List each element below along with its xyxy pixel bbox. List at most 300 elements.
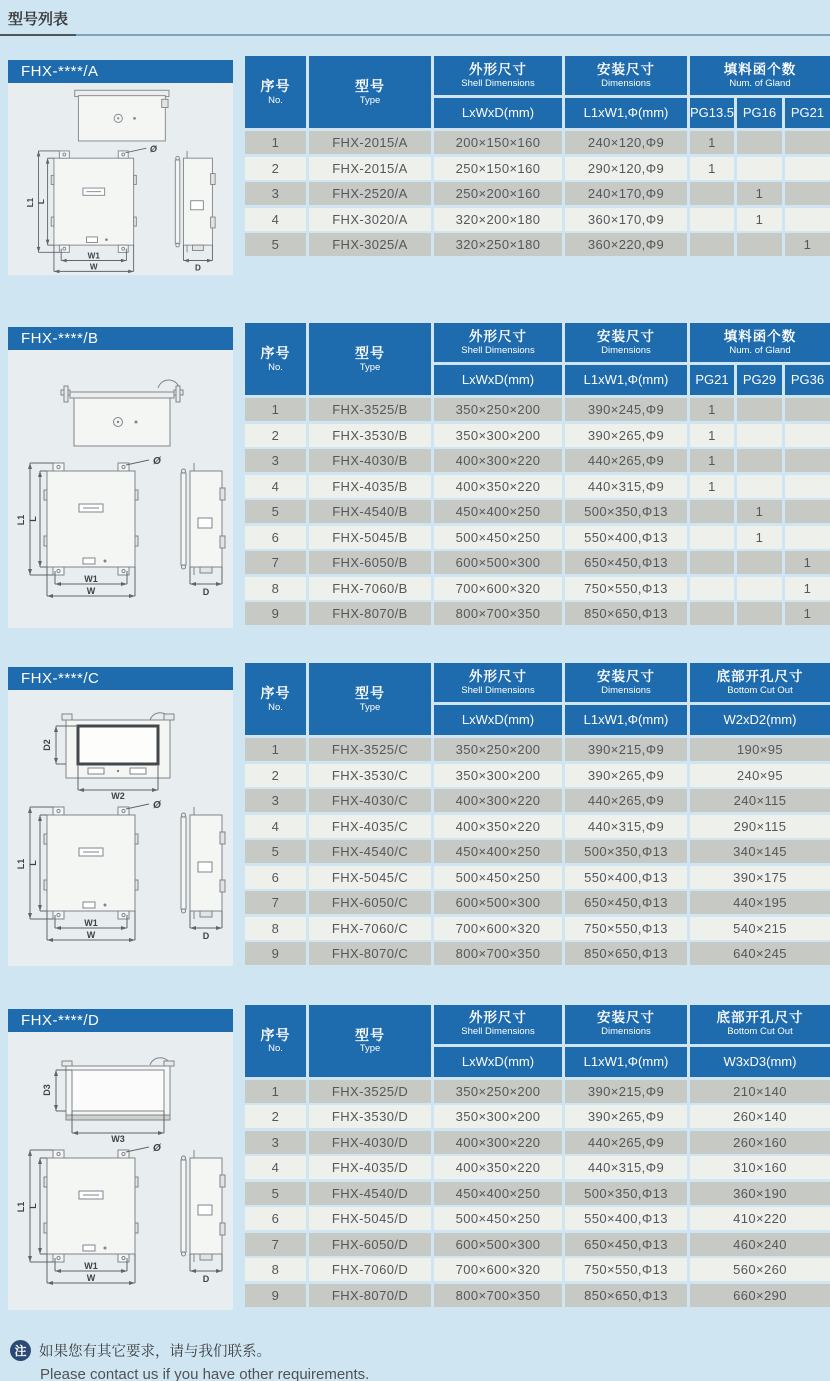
cell-gland-0: 1 [690, 157, 734, 180]
table-row [245, 475, 830, 498]
cell-shell: 400×350×220 [434, 475, 562, 498]
cell-gland-2 [785, 208, 830, 231]
header-col-mount-sub: L1xW1,Φ(mm) [565, 705, 687, 735]
dim-label-l1: L1 [16, 1201, 26, 1212]
cell-shell: 450×400×250 [434, 840, 562, 863]
dim-label-d: D [202, 587, 210, 597]
cell-mount: 750×550,Φ13 [565, 577, 687, 600]
technical-drawing-c [8, 690, 233, 966]
header-label-zh: 填料函个数 [723, 61, 797, 77]
cell-type: FHX-3025/A [309, 233, 431, 256]
header-col-no [245, 1005, 306, 1077]
cell-no: 9 [245, 942, 306, 965]
header-label-en: Dimensions [601, 1026, 651, 1038]
cell-shell: 600×500×300 [434, 1233, 562, 1256]
dim-label-w: W [86, 586, 96, 596]
cell-type: FHX-4030/C [309, 789, 431, 812]
cell-mount: 500×350,Φ13 [565, 500, 687, 523]
header-col-shell [434, 1005, 562, 1044]
cell-gland-1: 1 [737, 182, 782, 205]
drawing-panel [8, 690, 233, 966]
cell-shell: 350×300×200 [434, 424, 562, 447]
table-row [245, 398, 830, 421]
dim-label-l1: L1 [16, 514, 26, 526]
header-label-en: No. [268, 701, 283, 713]
header-col-type [309, 1005, 431, 1077]
cell-type: FHX-3525/C [309, 738, 431, 761]
header-col-mount-sub: L1xW1,Φ(mm) [565, 365, 687, 395]
cell-shell: 250×200×160 [434, 182, 562, 205]
dim-label-l: L [28, 516, 38, 522]
table-row [245, 1233, 830, 1256]
cell-gland-1 [737, 131, 782, 154]
cell-shell: 450×400×250 [434, 500, 562, 523]
cell-shell: 400×300×220 [434, 449, 562, 472]
cell-type: FHX-6050/C [309, 891, 431, 914]
cell-no: 1 [245, 398, 306, 421]
table-row [245, 424, 830, 447]
page-title: 型号列表 [0, 8, 76, 36]
page-header [0, 0, 830, 36]
cell-shell: 400×300×220 [434, 789, 562, 812]
header-col-no [245, 323, 306, 395]
cell-shell: 250×150×160 [434, 157, 562, 180]
cell-no: 6 [245, 526, 306, 549]
cell-gland-0 [690, 233, 734, 256]
cell-mount: 650×450,Φ13 [565, 1233, 687, 1256]
cell-no: 3 [245, 1131, 306, 1154]
cell-mount: 550×400,Φ13 [565, 526, 687, 549]
cell-mount: 850×650,Φ13 [565, 942, 687, 965]
header-label-en: No. [268, 94, 283, 106]
header-sub-col: PG21 [785, 98, 830, 128]
cell-no: 7 [245, 891, 306, 914]
header-col-shell [434, 663, 562, 702]
header-col-no [245, 56, 306, 128]
table-header [245, 323, 830, 395]
table-row [245, 1131, 830, 1154]
cell-type: FHX-2015/A [309, 131, 431, 154]
header-label-en: Dimensions [601, 77, 651, 89]
cell-mount: 390×265,Φ9 [565, 424, 687, 447]
table-header [245, 1005, 830, 1077]
cell-cutout: 390×175 [690, 866, 830, 889]
cell-mount: 440×265,Φ9 [565, 449, 687, 472]
header-col-last [690, 323, 830, 362]
technical-drawing-d [8, 1032, 233, 1310]
section-c-left [8, 663, 233, 968]
header-col-mount-sub: L1xW1,Φ(mm) [565, 98, 687, 128]
cell-cutout: 260×160 [690, 1131, 830, 1154]
dim-label-d: D [202, 1273, 210, 1284]
cell-mount: 290×120,Φ9 [565, 157, 687, 180]
cell-shell: 600×500×300 [434, 551, 562, 574]
cell-type: FHX-8070/D [309, 1284, 431, 1307]
dim-label-w1: W1 [87, 251, 100, 261]
cell-no: 2 [245, 1105, 306, 1128]
cell-type: FHX-3525/D [309, 1080, 431, 1103]
cell-no: 4 [245, 475, 306, 498]
cell-no: 3 [245, 789, 306, 812]
cell-no: 1 [245, 1080, 306, 1103]
cell-shell: 600×500×300 [434, 891, 562, 914]
header-sub-col: PG21 [690, 365, 734, 395]
cell-mount: 440×315,Φ9 [565, 815, 687, 838]
section-fhx-c [0, 663, 830, 968]
cell-cutout: 410×220 [690, 1207, 830, 1230]
cell-gland-1 [737, 602, 782, 625]
cell-no: 8 [245, 917, 306, 940]
cell-shell: 700×600×320 [434, 1258, 562, 1281]
header-col-mount [565, 1005, 687, 1044]
cell-shell: 450×400×250 [434, 1182, 562, 1205]
spec-table-d [245, 1005, 830, 1310]
cell-shell: 700×600×320 [434, 577, 562, 600]
table-row [245, 1207, 830, 1230]
section-banner: FHX-****/A [8, 60, 233, 83]
table-row [245, 764, 830, 787]
cell-gland-2 [785, 449, 830, 472]
cell-no: 4 [245, 1156, 306, 1179]
section-fhx-d [0, 1005, 830, 1310]
header-label-zh: 外形尺寸 [469, 328, 527, 344]
cell-shell: 400×300×220 [434, 1131, 562, 1154]
cell-no: 1 [245, 738, 306, 761]
header-label-en: Shell Dimensions [461, 684, 535, 696]
cell-shell: 500×450×250 [434, 526, 562, 549]
dim-label-l: L [36, 199, 46, 205]
cell-shell: 400×350×220 [434, 1156, 562, 1179]
header-label-zh: 安装尺寸 [597, 668, 655, 684]
cell-gland-1 [737, 551, 782, 574]
dim-label-l1: L1 [26, 197, 36, 208]
header-label-en: No. [268, 361, 283, 373]
table-row [245, 738, 830, 761]
cell-cutout: 360×190 [690, 1182, 830, 1205]
cell-no: 7 [245, 551, 306, 574]
cell-cutout: 310×160 [690, 1156, 830, 1179]
header-label-en: Shell Dimensions [461, 77, 535, 89]
cell-gland-2 [785, 157, 830, 180]
table-row [245, 602, 830, 625]
dim-label-w1: W1 [84, 918, 98, 928]
header-label-en: Dimensions [601, 684, 651, 696]
cell-mount: 360×220,Φ9 [565, 233, 687, 256]
cell-mount: 440×315,Φ9 [565, 475, 687, 498]
cell-no: 5 [245, 233, 306, 256]
table-header [245, 663, 830, 735]
dim-label-l: L [28, 860, 38, 866]
cell-mount: 750×550,Φ13 [565, 1258, 687, 1281]
cell-type: FHX-3530/C [309, 764, 431, 787]
header-sub-col: PG16 [737, 98, 782, 128]
cell-gland-0 [690, 208, 734, 231]
drawing-panel [8, 350, 233, 628]
title-underline [76, 34, 830, 36]
cell-shell: 500×450×250 [434, 1207, 562, 1230]
cell-shell: 350×250×200 [434, 738, 562, 761]
dim-label-diameter: Ø [153, 800, 161, 811]
cell-mount: 550×400,Φ13 [565, 1207, 687, 1230]
header-col-last [690, 1005, 830, 1044]
cell-mount: 390×265,Φ9 [565, 764, 687, 787]
cell-cutout: 240×115 [690, 789, 830, 812]
table-row [245, 1156, 830, 1179]
section-fhx-a [0, 56, 830, 275]
cell-shell: 350×300×200 [434, 764, 562, 787]
cell-mount: 440×315,Φ9 [565, 1156, 687, 1179]
header-label-en: Type [359, 701, 381, 713]
cell-gland-1 [737, 233, 782, 256]
cell-shell: 350×300×200 [434, 1105, 562, 1128]
cell-gland-2 [785, 131, 830, 154]
header-label-zh: 序号 [260, 345, 291, 362]
cell-gland-2 [785, 182, 830, 205]
section-banner: FHX-****/D [8, 1009, 233, 1032]
dim-label-d2: D2 [42, 739, 52, 751]
dim-label-diameter: Ø [153, 456, 161, 467]
header-col-shell [434, 323, 562, 362]
cell-no: 7 [245, 1233, 306, 1256]
cell-cutout: 460×240 [690, 1233, 830, 1256]
cell-mount: 390×265,Φ9 [565, 1105, 687, 1128]
cell-type: FHX-7060/C [309, 917, 431, 940]
cell-cutout: 190×95 [690, 738, 830, 761]
cell-no: 9 [245, 602, 306, 625]
cell-mount: 650×450,Φ13 [565, 551, 687, 574]
cell-type: FHX-2015/A [309, 157, 431, 180]
dim-label-w: W [89, 262, 98, 272]
drawing-panel [8, 1032, 233, 1310]
cell-type: FHX-4035/B [309, 475, 431, 498]
cell-mount: 390×215,Φ9 [565, 738, 687, 761]
cell-no: 5 [245, 840, 306, 863]
dim-label-w: W [86, 1272, 96, 1283]
dim-label-d3: D3 [42, 1083, 52, 1096]
cell-gland-2: 1 [785, 233, 830, 256]
section-fhx-b [0, 323, 830, 628]
cell-no: 6 [245, 1207, 306, 1230]
header-sub-col: PG13.5 [690, 98, 734, 128]
cell-type: FHX-4540/D [309, 1182, 431, 1205]
cell-mount: 750×550,Φ13 [565, 917, 687, 940]
cell-gland-0 [690, 551, 734, 574]
header-label-en: Type [359, 1043, 381, 1055]
header-col-shell [434, 56, 562, 95]
header-label-zh: 型号 [355, 685, 385, 702]
header-label-zh: 型号 [355, 1026, 385, 1043]
cell-cutout: 340×145 [690, 840, 830, 863]
cell-no: 6 [245, 866, 306, 889]
cell-type: FHX-4030/D [309, 1131, 431, 1154]
cell-type: FHX-4035/C [309, 815, 431, 838]
cell-mount: 500×350,Φ13 [565, 1182, 687, 1205]
cell-gland-1 [737, 398, 782, 421]
table-row [245, 942, 830, 965]
dim-label-diameter: Ø [149, 143, 157, 154]
header-col-no [245, 663, 306, 735]
dim-label-l1: L1 [16, 858, 26, 870]
cell-type: FHX-6050/B [309, 551, 431, 574]
dim-label-d: D [202, 931, 210, 941]
section-b-left [8, 323, 233, 628]
spec-table-b [245, 323, 830, 628]
cell-gland-1 [737, 449, 782, 472]
header-label-zh: 填料函个数 [723, 328, 797, 344]
spec-table-c [245, 663, 830, 968]
header-col-shell-sub: LxWxD(mm) [434, 98, 562, 128]
header-col-last [690, 663, 830, 702]
dim-label-d: D [194, 263, 201, 273]
cell-gland-1 [737, 475, 782, 498]
table-row [245, 208, 830, 231]
table-header [245, 56, 830, 128]
header-col-type [309, 663, 431, 735]
cell-no: 2 [245, 424, 306, 447]
cell-gland-0: 1 [690, 398, 734, 421]
table-row [245, 1284, 830, 1307]
cell-shell: 350×250×200 [434, 398, 562, 421]
cell-type: FHX-6050/D [309, 1233, 431, 1256]
cell-gland-0: 1 [690, 449, 734, 472]
cell-gland-1 [737, 577, 782, 600]
cell-no: 2 [245, 157, 306, 180]
cell-shell: 200×150×160 [434, 131, 562, 154]
header-label-en: Dimensions [601, 344, 651, 356]
cell-gland-2: 1 [785, 551, 830, 574]
technical-drawing-a [8, 83, 233, 275]
header-col-shell-sub: LxWxD(mm) [434, 705, 562, 735]
header-col-mount [565, 56, 687, 95]
cell-cutout: 260×140 [690, 1105, 830, 1128]
header-label-en: No. [268, 1043, 283, 1055]
header-col-last [690, 56, 830, 95]
cell-mount: 550×400,Φ13 [565, 866, 687, 889]
cell-mount: 360×170,Φ9 [565, 208, 687, 231]
table-row [245, 789, 830, 812]
header-label-zh: 外形尺寸 [469, 1010, 527, 1026]
header-col-mount-sub: L1xW1,Φ(mm) [565, 1047, 687, 1077]
cell-mount: 240×120,Φ9 [565, 131, 687, 154]
cell-type: FHX-4030/B [309, 449, 431, 472]
header-label-en: Shell Dimensions [461, 344, 535, 356]
note-text-zh: 如果您有其它要求，请与我们联系。 [39, 1343, 271, 1360]
cell-no: 1 [245, 131, 306, 154]
cell-type: FHX-8070/B [309, 602, 431, 625]
header-label-zh: 安装尺寸 [597, 328, 655, 344]
dim-label-w1: W1 [84, 574, 98, 584]
cell-shell: 320×250×180 [434, 233, 562, 256]
cell-no: 5 [245, 500, 306, 523]
cell-type: FHX-7060/D [309, 1258, 431, 1281]
header-label-zh: 序号 [260, 685, 291, 702]
header-label-en: Bottom Cut Out [727, 684, 793, 696]
cell-gland-2 [785, 424, 830, 447]
section-banner: FHX-****/C [8, 667, 233, 690]
cell-no: 9 [245, 1284, 306, 1307]
cell-mount: 850×650,Φ13 [565, 1284, 687, 1307]
cell-gland-2 [785, 398, 830, 421]
cell-no: 3 [245, 449, 306, 472]
cell-shell: 500×450×250 [434, 866, 562, 889]
cell-type: FHX-7060/B [309, 577, 431, 600]
cell-shell: 350×250×200 [434, 1080, 562, 1103]
cell-type: FHX-5045/C [309, 866, 431, 889]
table-row [245, 1080, 830, 1103]
dim-label-w: W [86, 930, 96, 940]
cell-gland-2 [785, 500, 830, 523]
cell-no: 8 [245, 577, 306, 600]
cell-gland-0 [690, 182, 734, 205]
note-line-zh [10, 1340, 830, 1361]
header-sub-col: PG29 [737, 365, 782, 395]
header-label-zh: 型号 [355, 345, 385, 362]
table-row [245, 815, 830, 838]
header-col-mount [565, 323, 687, 362]
table-row [245, 157, 830, 180]
cell-shell: 800×700×350 [434, 602, 562, 625]
cell-type: FHX-3530/B [309, 424, 431, 447]
header-label-zh: 底部开孔尺寸 [716, 1010, 804, 1026]
cell-gland-0: 1 [690, 131, 734, 154]
drawing-panel [8, 83, 233, 275]
cell-mount: 650×450,Φ13 [565, 891, 687, 914]
header-col-type [309, 56, 431, 128]
table-row [245, 1105, 830, 1128]
header-label-zh: 底部开孔尺寸 [716, 668, 804, 684]
cell-no: 2 [245, 764, 306, 787]
note [0, 1340, 830, 1381]
dim-label-diameter: Ø [153, 1142, 161, 1154]
table-row [245, 449, 830, 472]
table-row [245, 866, 830, 889]
section-banner: FHX-****/B [8, 327, 233, 350]
table-row [245, 551, 830, 574]
section-a-left [8, 56, 233, 275]
cell-gland-0 [690, 500, 734, 523]
header-col-type [309, 323, 431, 395]
cell-mount: 850×650,Φ13 [565, 602, 687, 625]
header-label-zh: 序号 [260, 78, 291, 95]
cell-gland-2 [785, 475, 830, 498]
cell-shell: 320×200×180 [434, 208, 562, 231]
cell-mount: 500×350,Φ13 [565, 840, 687, 863]
note-text-en: Please contact us if you have other requirements. [40, 1365, 370, 1381]
cell-gland-1: 1 [737, 208, 782, 231]
cell-gland-1: 1 [737, 526, 782, 549]
cell-mount: 440×265,Φ9 [565, 789, 687, 812]
header-label-zh: 外形尺寸 [469, 668, 527, 684]
cell-gland-0 [690, 577, 734, 600]
cell-type: FHX-2520/A [309, 182, 431, 205]
table-row [245, 526, 830, 549]
header-sub-col: W3xD3(mm) [690, 1047, 830, 1077]
table-row [245, 1258, 830, 1281]
header-col-mount [565, 663, 687, 702]
header-sub-col: W2xD2(mm) [690, 705, 830, 735]
cell-no: 4 [245, 815, 306, 838]
cell-mount: 390×245,Φ9 [565, 398, 687, 421]
cell-shell: 800×700×350 [434, 1284, 562, 1307]
cell-cutout: 640×245 [690, 942, 830, 965]
table-row [245, 233, 830, 256]
header-label-zh: 安装尺寸 [597, 61, 655, 77]
cell-no: 8 [245, 1258, 306, 1281]
header-sub-col: PG36 [785, 365, 830, 395]
table-row [245, 577, 830, 600]
cell-gland-2 [785, 526, 830, 549]
cell-shell: 800×700×350 [434, 942, 562, 965]
